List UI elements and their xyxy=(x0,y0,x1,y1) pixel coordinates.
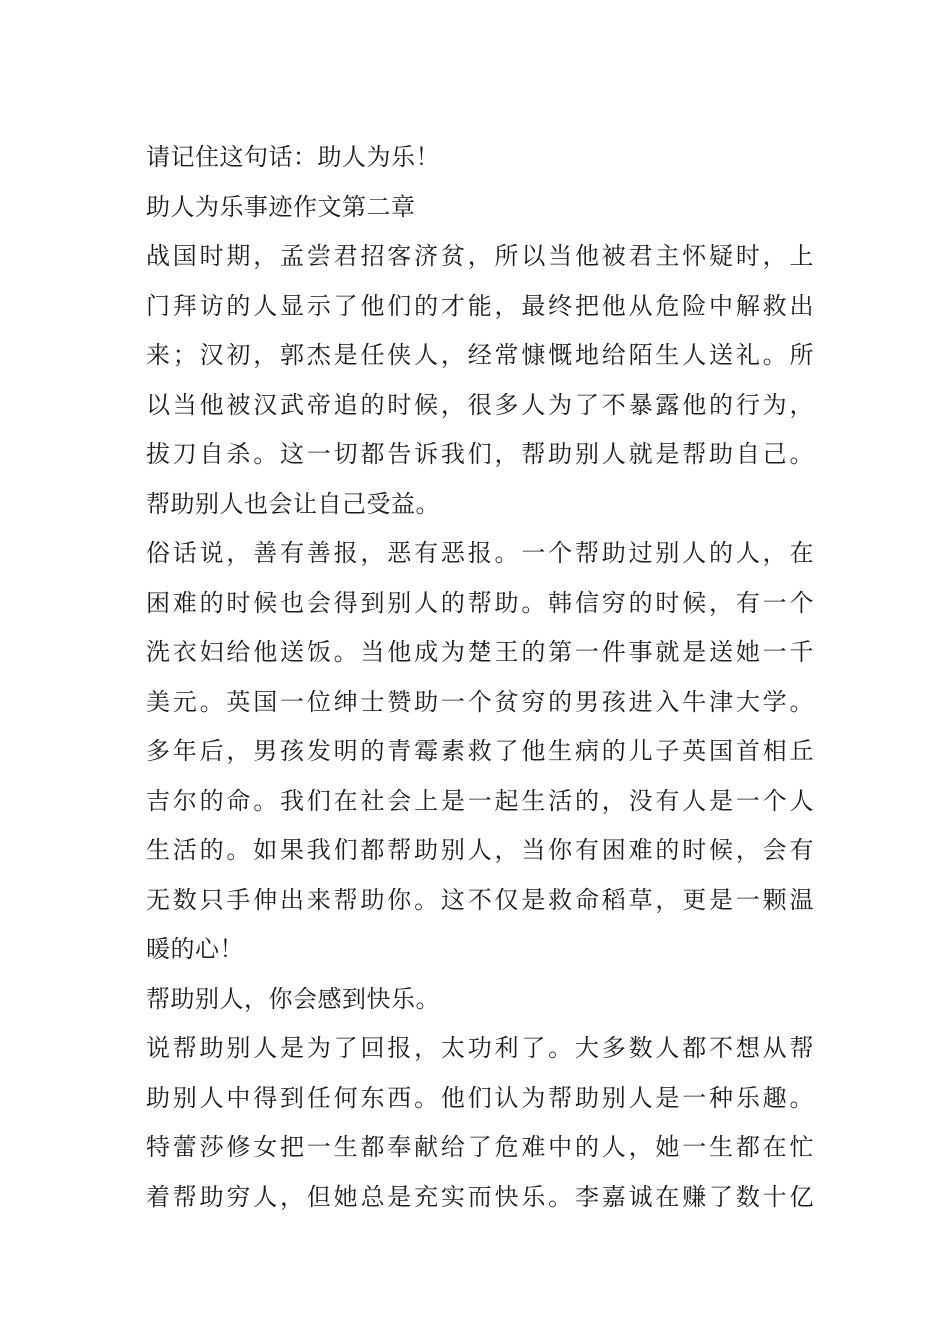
text-line: 以当他被汉武帝追的时候，很多人为了不暴露他的行为， xyxy=(146,390,814,419)
text-line: 说帮助别人是为了回报，太功利了。大多数人都不想从帮 xyxy=(146,1034,814,1062)
text-line: 拔刀自杀。这一切都告诉我们，帮助别人就是帮助自己。 xyxy=(146,440,814,468)
text-line: 吉尔的命。我们在社会上是一起生活的，没有人是一个人 xyxy=(146,786,814,815)
text-line: 特蕾莎修女把一生都奉献给了危难中的人，她一生都在忙 xyxy=(146,1133,814,1161)
text-line: 帮助别人，你会感到快乐。 xyxy=(146,984,440,1013)
text-line: 美元。英国一位绅士赞助一个贫穷的男孩进入牛津大学。 xyxy=(146,687,814,716)
text-line: 门拜访的人显示了他们的才能，最终把他从危险中解救出 xyxy=(146,291,814,320)
text-line: 帮助别人也会让自己受益。 xyxy=(146,489,440,518)
text-line: 着帮助穷人，但她总是充实而快乐。李嘉诚在赚了数十亿 xyxy=(146,1182,814,1211)
text-line: 困难的时候也会得到别人的帮助。韩信穷的时候，有一个 xyxy=(146,588,814,617)
text-line: 助别人中得到任何东西。他们认为帮助别人是一种乐趣。 xyxy=(146,1083,814,1112)
text-line: 暖的心！ xyxy=(146,935,244,963)
text-line: 来；汉初，郭杰是任侠人，经常慷慨地给陌生人送礼。所 xyxy=(146,341,814,369)
text-line: 战国时期，孟尝君招客济贫，所以当他被君主怀疑时，上 xyxy=(146,242,814,270)
text-line: 洗衣妇给他送饭。当他成为楚王的第一件事就是送她一千 xyxy=(146,638,814,666)
text-line: 俗话说，善有善报，恶有恶报。一个帮助过别人的人，在 xyxy=(146,539,814,567)
text-line: 生活的。如果我们都帮助别人，当你有困难的时候，会有 xyxy=(146,836,814,864)
text-line: 无数只手伸出来帮助你。这不仅是救命稻草，更是一颗温 xyxy=(146,885,814,914)
section-heading: 助人为乐事迹作文第二章 xyxy=(146,192,416,221)
text-line: 多年后，男孩发明的青霉素救了他生病的儿子英国首相丘 xyxy=(146,737,814,765)
text-line: 请记住这句话：助人为乐！ xyxy=(146,143,440,171)
document-body xyxy=(146,133,814,1222)
